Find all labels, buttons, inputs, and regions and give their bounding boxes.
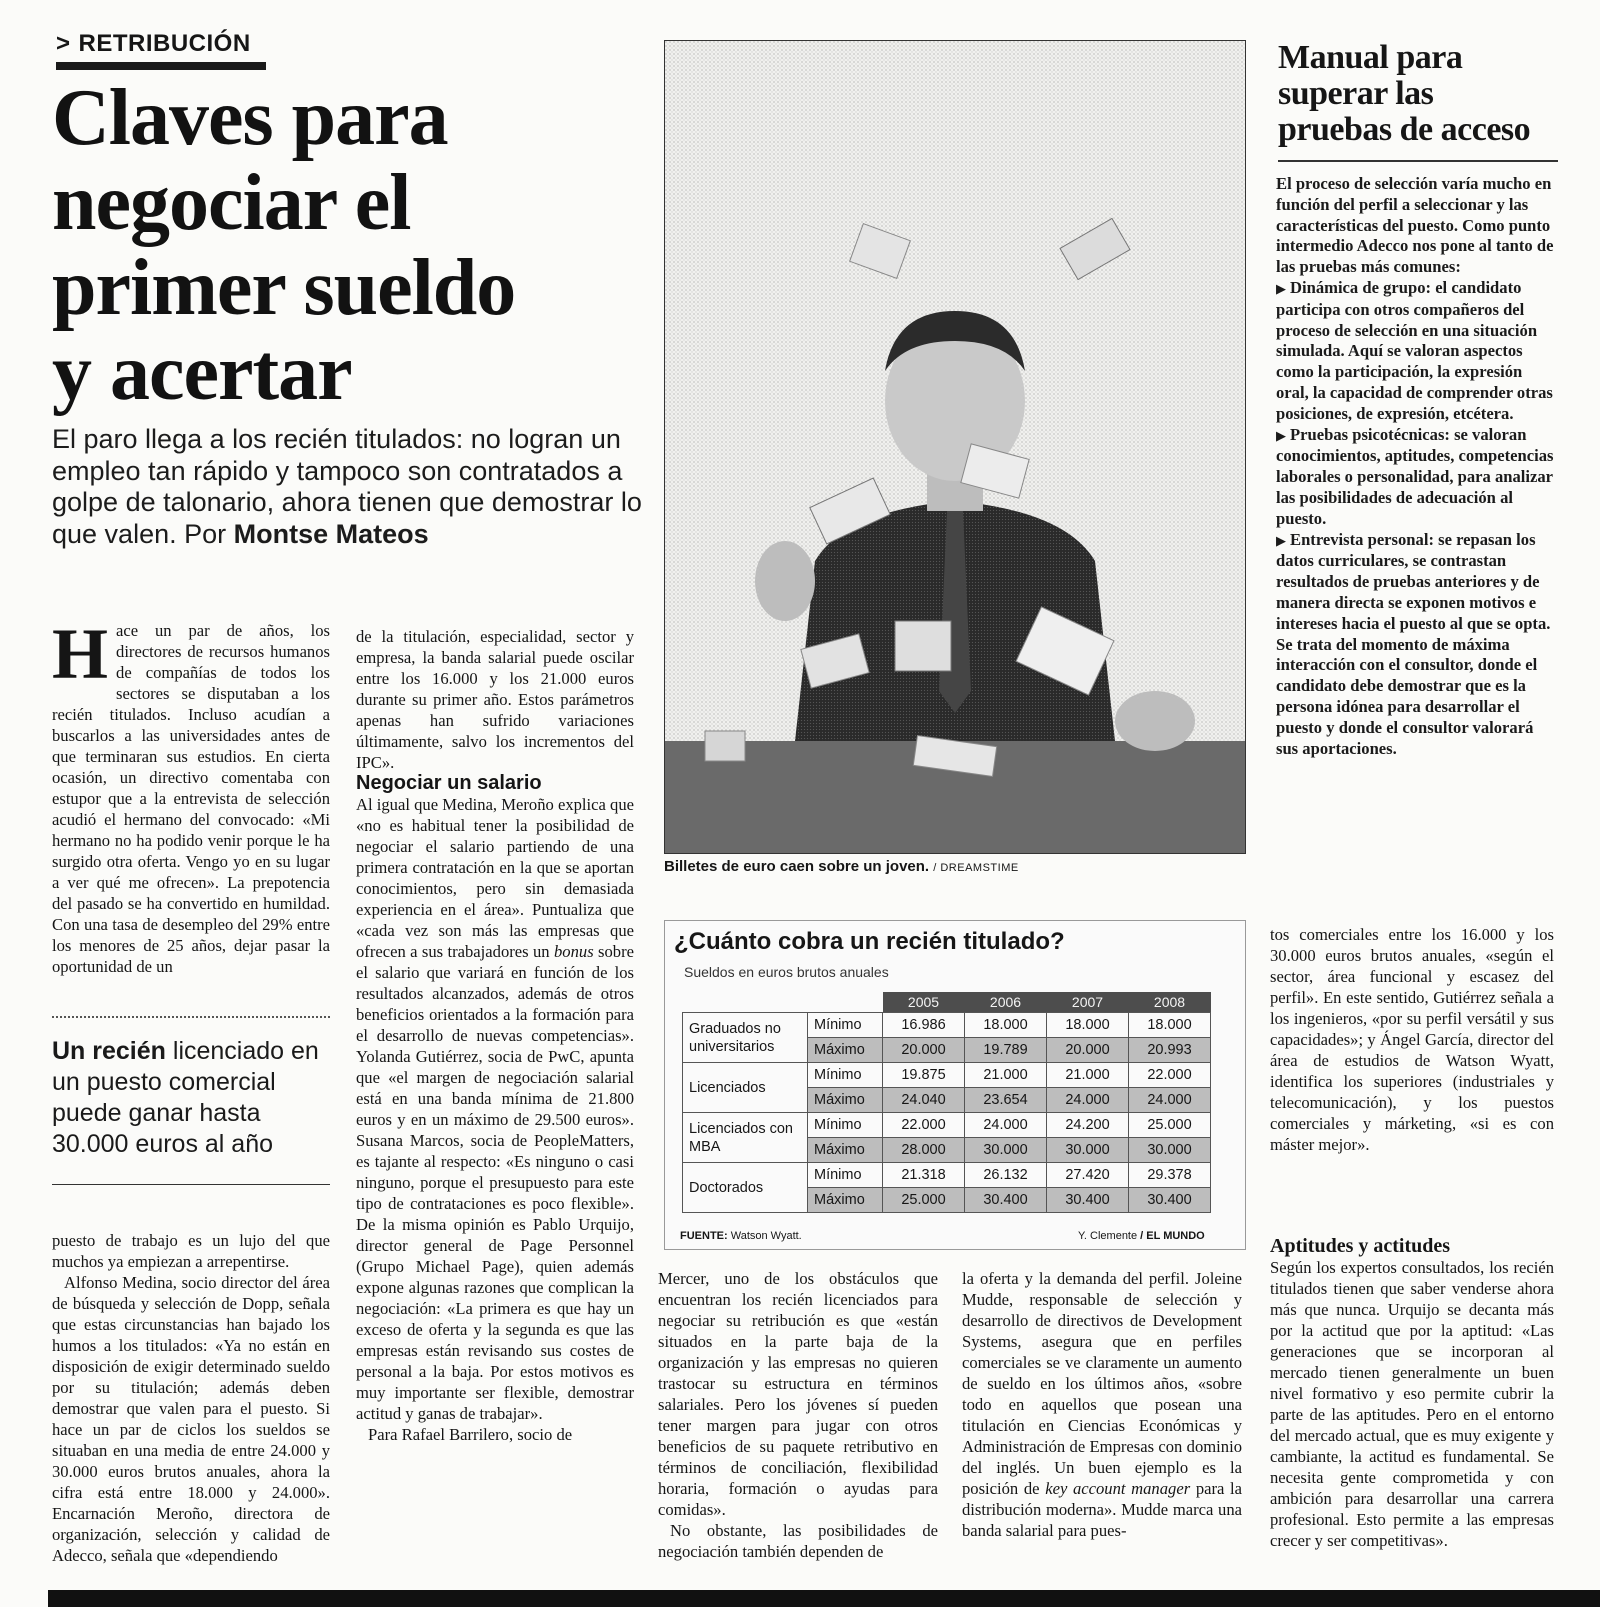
table-cell: 18.000 bbox=[965, 1013, 1047, 1038]
paragraph: Según los expertos consultados, los recién titulados tienen que saber venderse ahora más que nunca. Urquijo se decanta más por la actitud que por la aptitud: «Las generaciones que se incorporan al mercado tienen generalmente un buen nivel formativo y eso permite cubrir la parte de las aptitudes. Pero en el entorno del mercado actual, que es muy exigente y cambiante, la actitud es fundamental. Se necesita gente comprometida y con ambición para desarrollar una carrera profesional. Esto permite a las empresas crecer y ser competitivas». bbox=[1270, 1258, 1554, 1550]
paragraph: Alfonso Medina, socio director del área de búsqueda y selección de Dopp, señala que estas circunstancias han bajado los humos a los titulados: «Ya no están en disposición de exigir determinado sueldo por su titulación; además deben demostrar que valen para el puesto. Si hace un par de ciclos los sueldos se situaban en una media de entre 24.000 y 30.000 euros brutos anuales, ahora la cifra está entre 18.000 y 24.000». Encarnación Meroño, directora de organización, selección y calidad de Adecco, señala que «dependiendo bbox=[52, 1273, 330, 1565]
table-cell: 24.000 bbox=[1047, 1088, 1129, 1113]
paragraph: de la titulación, especialidad, sector y empresa, la banda salarial puede oscilar entre los 16.000 y los 21.000 euros durante su primer año. Estos parámetros apenas han sufrido variaciones últimamente, salvo los incrementos del IPC». bbox=[356, 627, 634, 772]
table-cell: 21.000 bbox=[965, 1063, 1047, 1088]
headline-line: primer sueldo bbox=[52, 244, 516, 332]
paragraph: Para Rafael Barrilero, socio de bbox=[368, 1425, 573, 1444]
sidebar-item-text: Dinámica de grupo: el candidato participa con otros compañeros del proceso de selección en una situación simulada. Aquí se valoran aspectos como la participación, la expresión oral, la capacidad de comprender otras posiciones, de expresión, etcétera. bbox=[1276, 277, 1553, 423]
table-cell: 18.000 bbox=[1129, 1013, 1211, 1038]
table-cell: 22.000 bbox=[883, 1113, 965, 1138]
pullquote-text: licenciado en un puesto comercial puede ganar hasta 30.000 euros al año bbox=[52, 1037, 319, 1158]
table-cell: 28.000 bbox=[883, 1138, 965, 1163]
min-label: Mínimo bbox=[808, 1013, 883, 1038]
year-header: 2005 bbox=[883, 992, 965, 1013]
min-label: Mínimo bbox=[808, 1163, 883, 1188]
source-label: FUENTE: bbox=[680, 1230, 728, 1242]
salary-table bbox=[682, 992, 1211, 1213]
source-name: Watson Wyatt. bbox=[727, 1230, 802, 1242]
headline-line: negociar el bbox=[52, 159, 411, 247]
sidebar-item-text: Pruebas psicotécnicas: se valoran conocimientos, aptitudes, competencias laborales o personalidad, para analizar las posibilidades de adecuación al puesto. bbox=[1276, 424, 1554, 528]
table-cell: 30.000 bbox=[1129, 1138, 1211, 1163]
caption-text: Billetes de euro caen sobre un joven. bbox=[664, 858, 930, 875]
section-label bbox=[56, 30, 251, 58]
photo-caption bbox=[664, 858, 1264, 875]
table-cell: 24.040 bbox=[883, 1088, 965, 1113]
table-cell: 20.000 bbox=[1047, 1038, 1129, 1063]
dropcap: H bbox=[52, 614, 109, 694]
table-cell: 19.875 bbox=[883, 1063, 965, 1088]
subtitle-negociar: Negociar un salario bbox=[356, 772, 542, 794]
table-cell: 24.000 bbox=[965, 1113, 1047, 1138]
paragraph: No obstante, las posibilidades de negociación también dependen de bbox=[658, 1521, 938, 1561]
table-cell: 21.318 bbox=[883, 1163, 965, 1188]
pullquote-strong: Un recién bbox=[52, 1037, 166, 1065]
article-column-5-continued bbox=[1270, 1236, 1554, 1551]
table-cell: 16.986 bbox=[883, 1013, 965, 1038]
table-row bbox=[683, 1113, 1211, 1138]
paragraph-text: para la distribución moderna». Mudde marca una banda salarial para pues- bbox=[962, 1479, 1242, 1540]
table-header-row bbox=[683, 992, 1211, 1013]
paragraph: tos comerciales entre los 16.000 y los 30.000 euros brutos anuales, «según el sector, área funcional y escasez del perfil». En este sentido, Gutiérrez señala a los ingenieros, «por su perfil versátil y sus capacidades»; y Ángel García, director del área de estudios de Watson Wyatt, identifica los superiores (industriales y telecomunicación), y los puestos comerciales y márketing, «si es con máster mejor». bbox=[1270, 925, 1554, 1154]
article-column-3 bbox=[658, 1268, 938, 1562]
paragraph-text: la oferta y la demanda del perfil. Joleine Mudde, responsable de selección y desarrollo de directivos de Development Systems, asegura que en perfiles comerciales se ve claramente un aumento de sueldo en los últimos años, «sobre todo en aquellos que posean una titulación en Ciencias Económicas y Administración de Empresas con dominio del inglés. Un buen ejemplo es la posición de bbox=[962, 1269, 1242, 1498]
category-label: Graduados no universitarios bbox=[683, 1013, 808, 1063]
table-row bbox=[683, 1163, 1211, 1188]
triangle-bullet-icon: ▶ bbox=[1276, 427, 1286, 443]
sidebar-rule bbox=[1278, 160, 1558, 162]
sidebar-item bbox=[1276, 278, 1556, 425]
credit-name: Y. Clemente bbox=[1078, 1230, 1138, 1242]
bottom-bar bbox=[48, 1590, 1600, 1607]
sidebar-title-line: pruebas de acceso bbox=[1278, 111, 1531, 148]
sidebar-title-line: superar las bbox=[1278, 75, 1434, 112]
table-source bbox=[680, 1230, 802, 1242]
table-cell: 26.132 bbox=[965, 1163, 1047, 1188]
author-byline: Montse Mateos bbox=[233, 518, 429, 549]
max-label: Máximo bbox=[808, 1038, 883, 1063]
year-header: 2007 bbox=[1047, 992, 1129, 1013]
table-cell: 20.000 bbox=[883, 1038, 965, 1063]
sidebar-body bbox=[1276, 174, 1556, 759]
paragraph bbox=[962, 1268, 1242, 1541]
table-cell: 25.000 bbox=[883, 1188, 965, 1213]
table-cell: 27.420 bbox=[1047, 1163, 1129, 1188]
table-credit bbox=[1078, 1230, 1205, 1242]
table-cell: 30.000 bbox=[1047, 1138, 1129, 1163]
section-arrow: > bbox=[56, 30, 71, 57]
subhead bbox=[52, 424, 652, 550]
section-rule bbox=[56, 62, 266, 70]
table-cell: 29.378 bbox=[1129, 1163, 1211, 1188]
table-cell: 25.000 bbox=[1129, 1113, 1211, 1138]
article-column-4 bbox=[962, 1268, 1242, 1541]
max-label: Máximo bbox=[808, 1188, 883, 1213]
category-label: Licenciados con MBA bbox=[683, 1113, 808, 1163]
sidebar-title bbox=[1278, 40, 1578, 148]
sidebar-item bbox=[1276, 425, 1556, 530]
headline bbox=[52, 76, 652, 416]
italic-term: bonus bbox=[554, 942, 594, 961]
category-label: Licenciados bbox=[683, 1063, 808, 1113]
article-column-2 bbox=[356, 626, 634, 1445]
pullquote-top-rule bbox=[52, 1016, 330, 1019]
headline-line: y acertar bbox=[52, 329, 352, 417]
table-cell: 24.000 bbox=[1129, 1088, 1211, 1113]
table-cell: 30.000 bbox=[965, 1138, 1047, 1163]
italic-term: key account manager bbox=[1045, 1479, 1191, 1498]
triangle-bullet-icon: ▶ bbox=[1276, 280, 1286, 296]
table-header-blank bbox=[683, 992, 883, 1013]
max-label: Máximo bbox=[808, 1088, 883, 1113]
headline-line: Claves para bbox=[52, 74, 448, 162]
table-row bbox=[683, 1063, 1211, 1088]
table-subtitle: Sueldos en euros brutos anuales bbox=[684, 964, 889, 980]
min-label: Mínimo bbox=[808, 1063, 883, 1088]
table-cell: 22.000 bbox=[1129, 1063, 1211, 1088]
pullquote bbox=[52, 1036, 342, 1160]
table-cell: 19.789 bbox=[965, 1038, 1047, 1063]
sidebar-item-text: Entrevista personal: se repasan los datos curriculares, se contrastan resultados de pruebas anteriores y de manera directa se exponen motivos e intereses hacia el puesto al que se opta. Se trata del momento de máxima interacción con el consultor, donde el candidato debe demostrar que es la persona idónea para desarrollar el puesto y donde el consultor valorará sus aportaciones. bbox=[1276, 529, 1551, 758]
table-cell: 23.654 bbox=[965, 1088, 1047, 1113]
table-cell: 18.000 bbox=[1047, 1013, 1129, 1038]
paragraph: ace un par de años, los directores de recursos humanos de compañías de todos los sectores se disputaban a los recién titulados. Incluso acudían a buscarlos a las universidades antes de que terminaran sus estudios. En cierta ocasión, un directivo comentaba con estupor que a la entrevista de selección acudió el hermano del convocado: «Mi hermano no ha podido venir porque le ha surgido otra oferta. Vengo yo en su lugar a ver qué me ofrecen». La prepotencia del pasado se ha convertido en humildad. Con una tasa de desempleo del 29% entre los menores de 25 años, dejar pasar la oportunidad de un bbox=[52, 621, 330, 976]
section-name: RETRIBUCIÓN bbox=[78, 30, 251, 57]
table-cell: 30.400 bbox=[965, 1188, 1047, 1213]
article-column-1 bbox=[52, 614, 330, 977]
photo-illustration bbox=[665, 41, 1246, 854]
subhead-text: El paro llega a los recién titulados: no logran un empleo tan rápido y tampoco son contratados a golpe de talonario, ahora tienen que demostrar lo que valen. Por bbox=[52, 424, 642, 549]
min-label: Mínimo bbox=[808, 1113, 883, 1138]
max-label: Máximo bbox=[808, 1138, 883, 1163]
table-cell: 21.000 bbox=[1047, 1063, 1129, 1088]
table-cell: 30.400 bbox=[1047, 1188, 1129, 1213]
paragraph-text: sobre el salario que variará en función de los resultados alcanzados, además de otros beneficios orientados a la formación para el desarrollo de nuevas competencias». Yolanda Gutiérrez, socia de PwC, apunta que «el margen de negociación salarial está en una banda mínima de 21.800 euros y en un máximo de 29.500 euros». Susana Marcos, socia de PeopleMatters, es tajante al respecto: «Es ninguno o casi ninguno, porque el presupuesto para este tipo de contrataciones es poco flexible». De la misma opinión es Pablo Urquijo, director general de Page Personnel (Grupo Michael Page), quien además expone algunas razones que complican la negociación: «La primera es que hay un exceso de oferta y la segunda es que las empresas están revisando sus costes de personal a la baja. Por estos motivos es muy importante ser flexible, demostrar actitud y ganas de trabajar». bbox=[356, 942, 634, 1423]
year-header: 2006 bbox=[965, 992, 1047, 1013]
table-row bbox=[683, 1013, 1211, 1038]
pullquote-bottom-rule bbox=[52, 1184, 330, 1186]
paragraph: Mercer, uno de los obstáculos que encuentran los recién licenciados para negociar su retribución es que «están situados en la parte baja de la organización y las empresas no quieren trastocar su estructura en términos salariales. Pero los jóvenes sí pueden tener margen para jugar con otros beneficios de su paquete retributivo en términos de conciliación, flexibilidad horaria, formación o ayudas para comidas». bbox=[658, 1269, 938, 1519]
paragraph bbox=[356, 794, 634, 1424]
subtitle-aptitudes: Aptitudes y actitudes bbox=[1270, 1235, 1451, 1257]
photo bbox=[664, 40, 1246, 854]
triangle-bullet-icon: ▶ bbox=[1276, 532, 1286, 548]
table-title: ¿Cuánto cobra un recién titulado? bbox=[674, 928, 1065, 955]
photo-credit: / DREAMSTIME bbox=[933, 862, 1019, 874]
table-cell: 30.400 bbox=[1129, 1188, 1211, 1213]
paragraph-text: Al igual que Medina, Meroño explica que «no es habitual tener la posibilidad de negociar el salario partiendo de una primera contratación en la que se aportan conocimientos, pero sin demasiada experiencia en el área». Puntualiza que «cada vez son más las empresas que ofrecen a sus trabajadores un bbox=[356, 795, 634, 961]
paragraph: puesto de trabajo es un lujo del que muchos ya empiezan a arrepentirse. bbox=[52, 1231, 330, 1271]
article-column-1-continued bbox=[52, 1230, 330, 1566]
table-cell: 24.200 bbox=[1047, 1113, 1129, 1138]
year-header: 2008 bbox=[1129, 992, 1211, 1013]
sidebar-intro: El proceso de selección varía mucho en función del perfil a seleccionar y las características del puesto. Como punto intermedio Adecco nos pone al tanto de las pruebas más comunes: bbox=[1276, 174, 1554, 277]
sidebar-item bbox=[1276, 530, 1556, 760]
category-label: Doctorados bbox=[683, 1163, 808, 1213]
credit-publication: / EL MUNDO bbox=[1137, 1230, 1205, 1242]
sidebar-title-line: Manual para bbox=[1278, 39, 1463, 76]
table-cell: 20.993 bbox=[1129, 1038, 1211, 1063]
article-column-5 bbox=[1270, 924, 1554, 1155]
